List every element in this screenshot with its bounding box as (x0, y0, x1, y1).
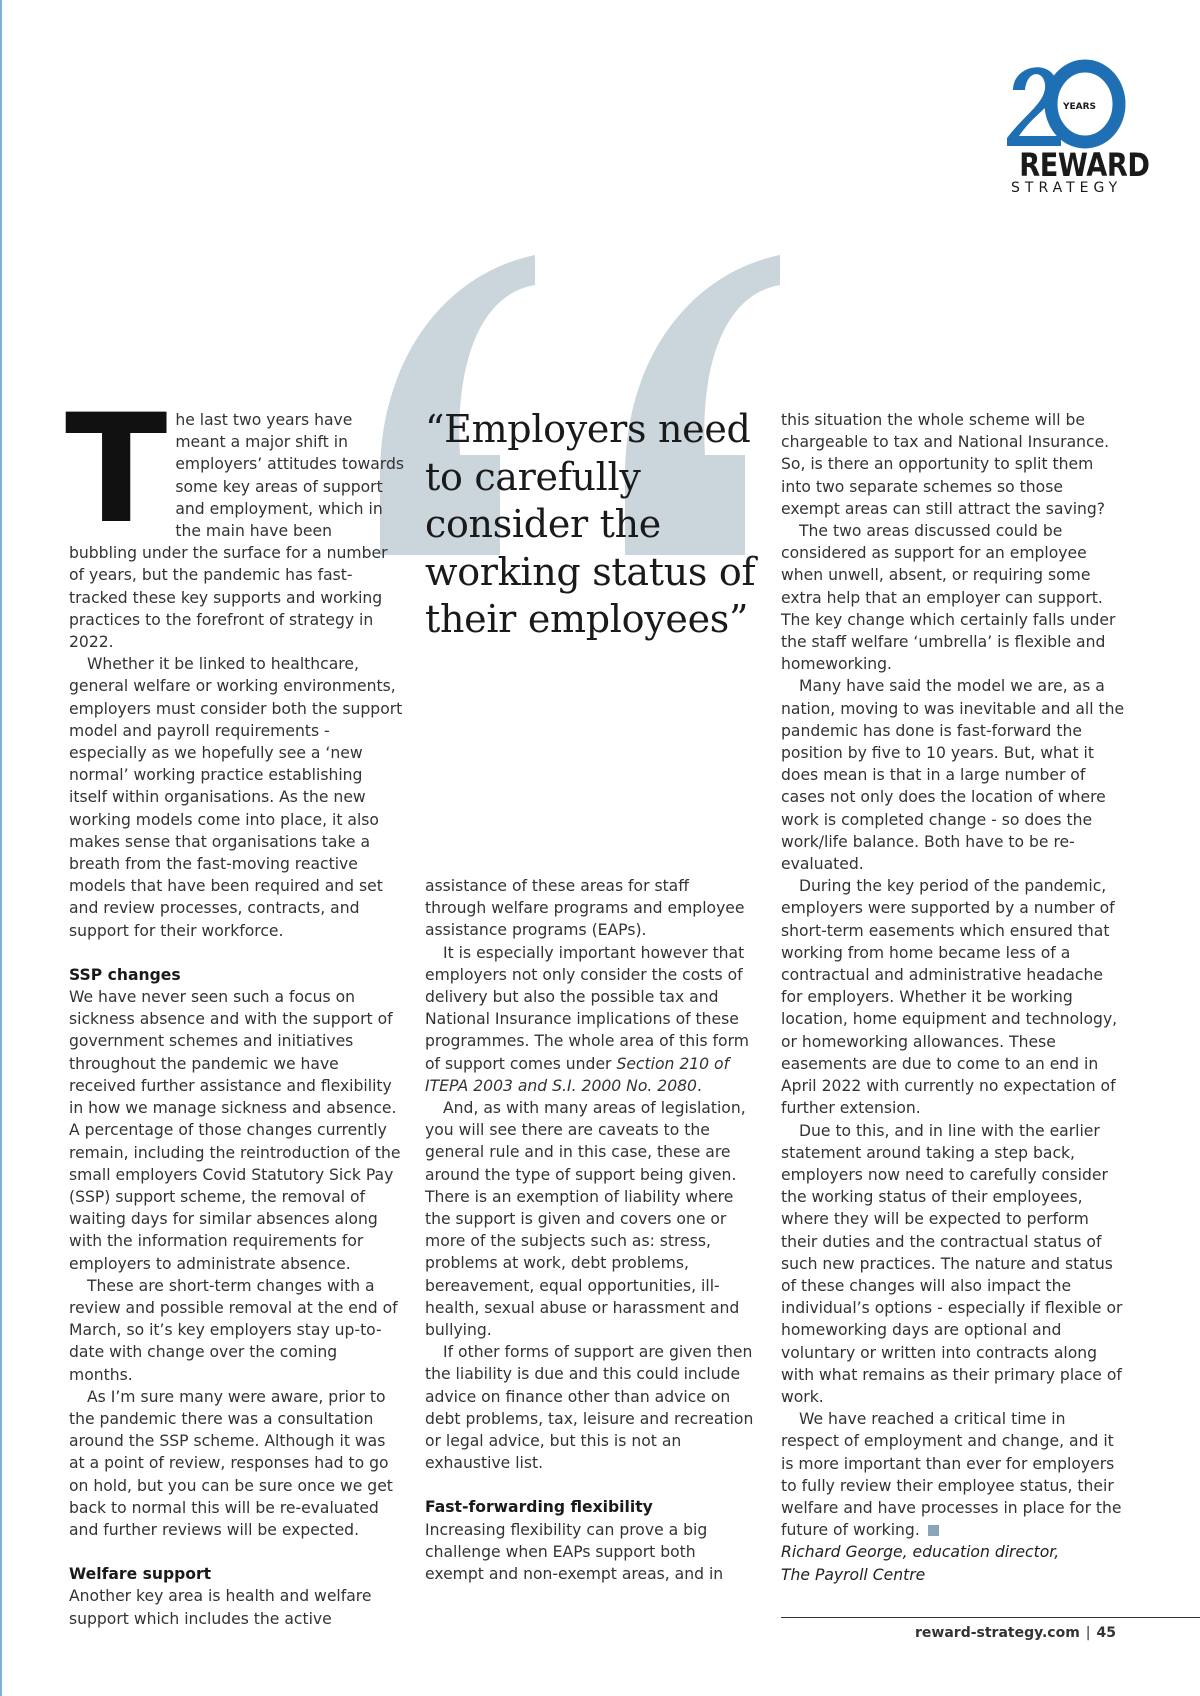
paragraph-text: he last two years have meant a major shift in employers’ attitudes towards some key areas of support and employment, which in the main have been bubbling under the surface for a number of years, but the pandemic has fast-tracked these key supports and working practices to the forefront of strategy in 2022. (69, 411, 404, 652)
page-edge-line (0, 0, 2, 1696)
article-column-3 (781, 409, 1126, 1586)
paragraph (65, 383, 404, 653)
section-heading: Welfare support (69, 1565, 212, 1584)
drop-cap: T (65, 383, 168, 557)
author-line: Richard George, education director, (781, 1543, 1060, 1562)
paragraph: During the key period of the pandemic, employers were supported by a number of short-term easements which ensured that working from home became less of a contractual and administrative headache for employers. Whether it be working location, home equipment and technology, or homeworking allowances. These easements are due to come to an end in April 2022 with currently no expectation of further extension. (781, 877, 1118, 1118)
page-footer (900, 1625, 1116, 1641)
paragraph: If other forms of support are given then the liability is due and this could include advice on finance other than advice on debt problems, tax, leisure and recreation or legal advice, but this is not an exhaustive list. (425, 1343, 754, 1473)
footer-rule (781, 1617, 1200, 1618)
pull-quote: “Employers need to carefully consider the working status of their employees” (425, 407, 756, 641)
paragraph: this situation the whole scheme will be chargeable to tax and National Insurance. So, is there an opportunity to split them into two separate schemes so those exempt areas can still attract the saving? (781, 411, 1110, 518)
paragraph-text: It is especially important however that employers not only consider the costs of delivery but also the possible tax and National Insurance implications of these programmes. The whole area of this form of support comes under (425, 943, 749, 1073)
paragraph: Another key area is health and welfare support which includes the active (69, 1587, 372, 1628)
article-column-1 (65, 383, 404, 1630)
paragraph-end: . (696, 1076, 702, 1095)
legislation-reference: Section 210 of ITEPA 2003 and S.I. 2000 No. 2080 (425, 1054, 730, 1095)
article-column-2 (425, 875, 755, 1585)
twenty-years-emblem (1005, 56, 1130, 151)
author-organisation: The Payroll Centre (781, 1565, 926, 1584)
reward-strategy-logo (1005, 56, 1150, 206)
footer-separator: | (1085, 1625, 1091, 1641)
paragraph: As I’m sure many were aware, prior to the pandemic there was a consultation around the SSP scheme. Although it was at a point of review, responses had to go on hold, but you can be sure once we get back to normal this will be re-evaluated and further reviews will be expected. (69, 1387, 393, 1539)
section-heading: Fast-forwarding flexibility (425, 1498, 653, 1517)
paragraph: assistance of these areas for staff through welfare programs and employee assistance programs (EAPs). (425, 877, 745, 940)
paragraph: Increasing flexibility can prove a big challenge when EAPs support both exempt and non-exempt areas, and in (425, 1520, 724, 1584)
logo-brand: REWARD (1019, 146, 1150, 184)
logo-subtitle: STRATEGY (1011, 180, 1123, 196)
paragraph: Whether it be linked to healthcare, general welfare or working environments, employers must consider both the support model and payroll requirements - especially as we hopefully see a ‘new normal’ working practice establishing itself within organisations. As the new working models come into place, it also makes sense that organisations take a breath from the fast-moving reactive models that have been required and set and review processes, contracts, and support for their workforce. (69, 655, 403, 940)
page-number: 45 (1096, 1625, 1116, 1641)
end-mark-icon (928, 1525, 939, 1536)
paragraph: We have never seen such a focus on sickness absence and with the support of government schemes and initiatives throughout the pandemic we have received further assistance and flexibility in how we manage sickness and absence. A percentage of those changes currently remain, including the reintroduction of the small employers Covid Statutory Sick Pay (SSP) support scheme, the removal of waiting days for similar absences along with the information requirements for employers to administrate absence. (69, 988, 401, 1273)
footer-site[interactable]: reward-strategy.com (915, 1625, 1080, 1641)
paragraph: And, as with many areas of legislation, you will see there are caveats to the general rule and in this case, these are around the type of support being given. There is an exemption of liability where the support is given and covers one or more of the subjects such as: stress, problems at work, debt problems, bereavement, equal opportunities, ill-health, sexual abuse or harassment and bullying. (425, 1099, 746, 1340)
paragraph: These are short-term changes with a review and possible removal at the end of March, so it’s key employers stay up-to-date with change over the coming months. (69, 1276, 398, 1384)
paragraph-text: We have reached a critical time in respect of employment and change, and it is more important than ever for employers to fully review their employee status, their welfare and have processes in place for the future of working. (781, 1410, 1122, 1540)
paragraph: Many have said the model we are, as a nation, moving to was inevitable and all the pandemic has done is fast-forward the position by five to 10 years. But, what it does mean is that in a large number of cases not only does the location of where work is completed change - so does the work/life balance. Both have to be re-evaluated. (781, 677, 1125, 874)
logo-years-text: YEARS (1063, 102, 1097, 112)
paragraph: Due to this, and in line with the earlier statement around taking a step back, employers now need to carefully consider the working status of their employees, where they will be expected to perform their duties and the contractual status of such new practices. The nature and status of these changes will also impact the individual’s options - especially if flexible or homeworking days are optional and voluntary or written into contracts along with what remains as their primary place of work. (781, 1121, 1123, 1406)
paragraph: The two areas discussed could be considered as support for an employee when unwell, absent, or requiring some extra help that an employer can support. The key change which certainly falls under the staff welfare ‘umbrella’ is flexible and homeworking. (781, 522, 1116, 674)
paragraph (781, 1408, 1126, 1541)
paragraph (425, 942, 755, 1097)
section-heading: SSP changes (69, 965, 181, 984)
